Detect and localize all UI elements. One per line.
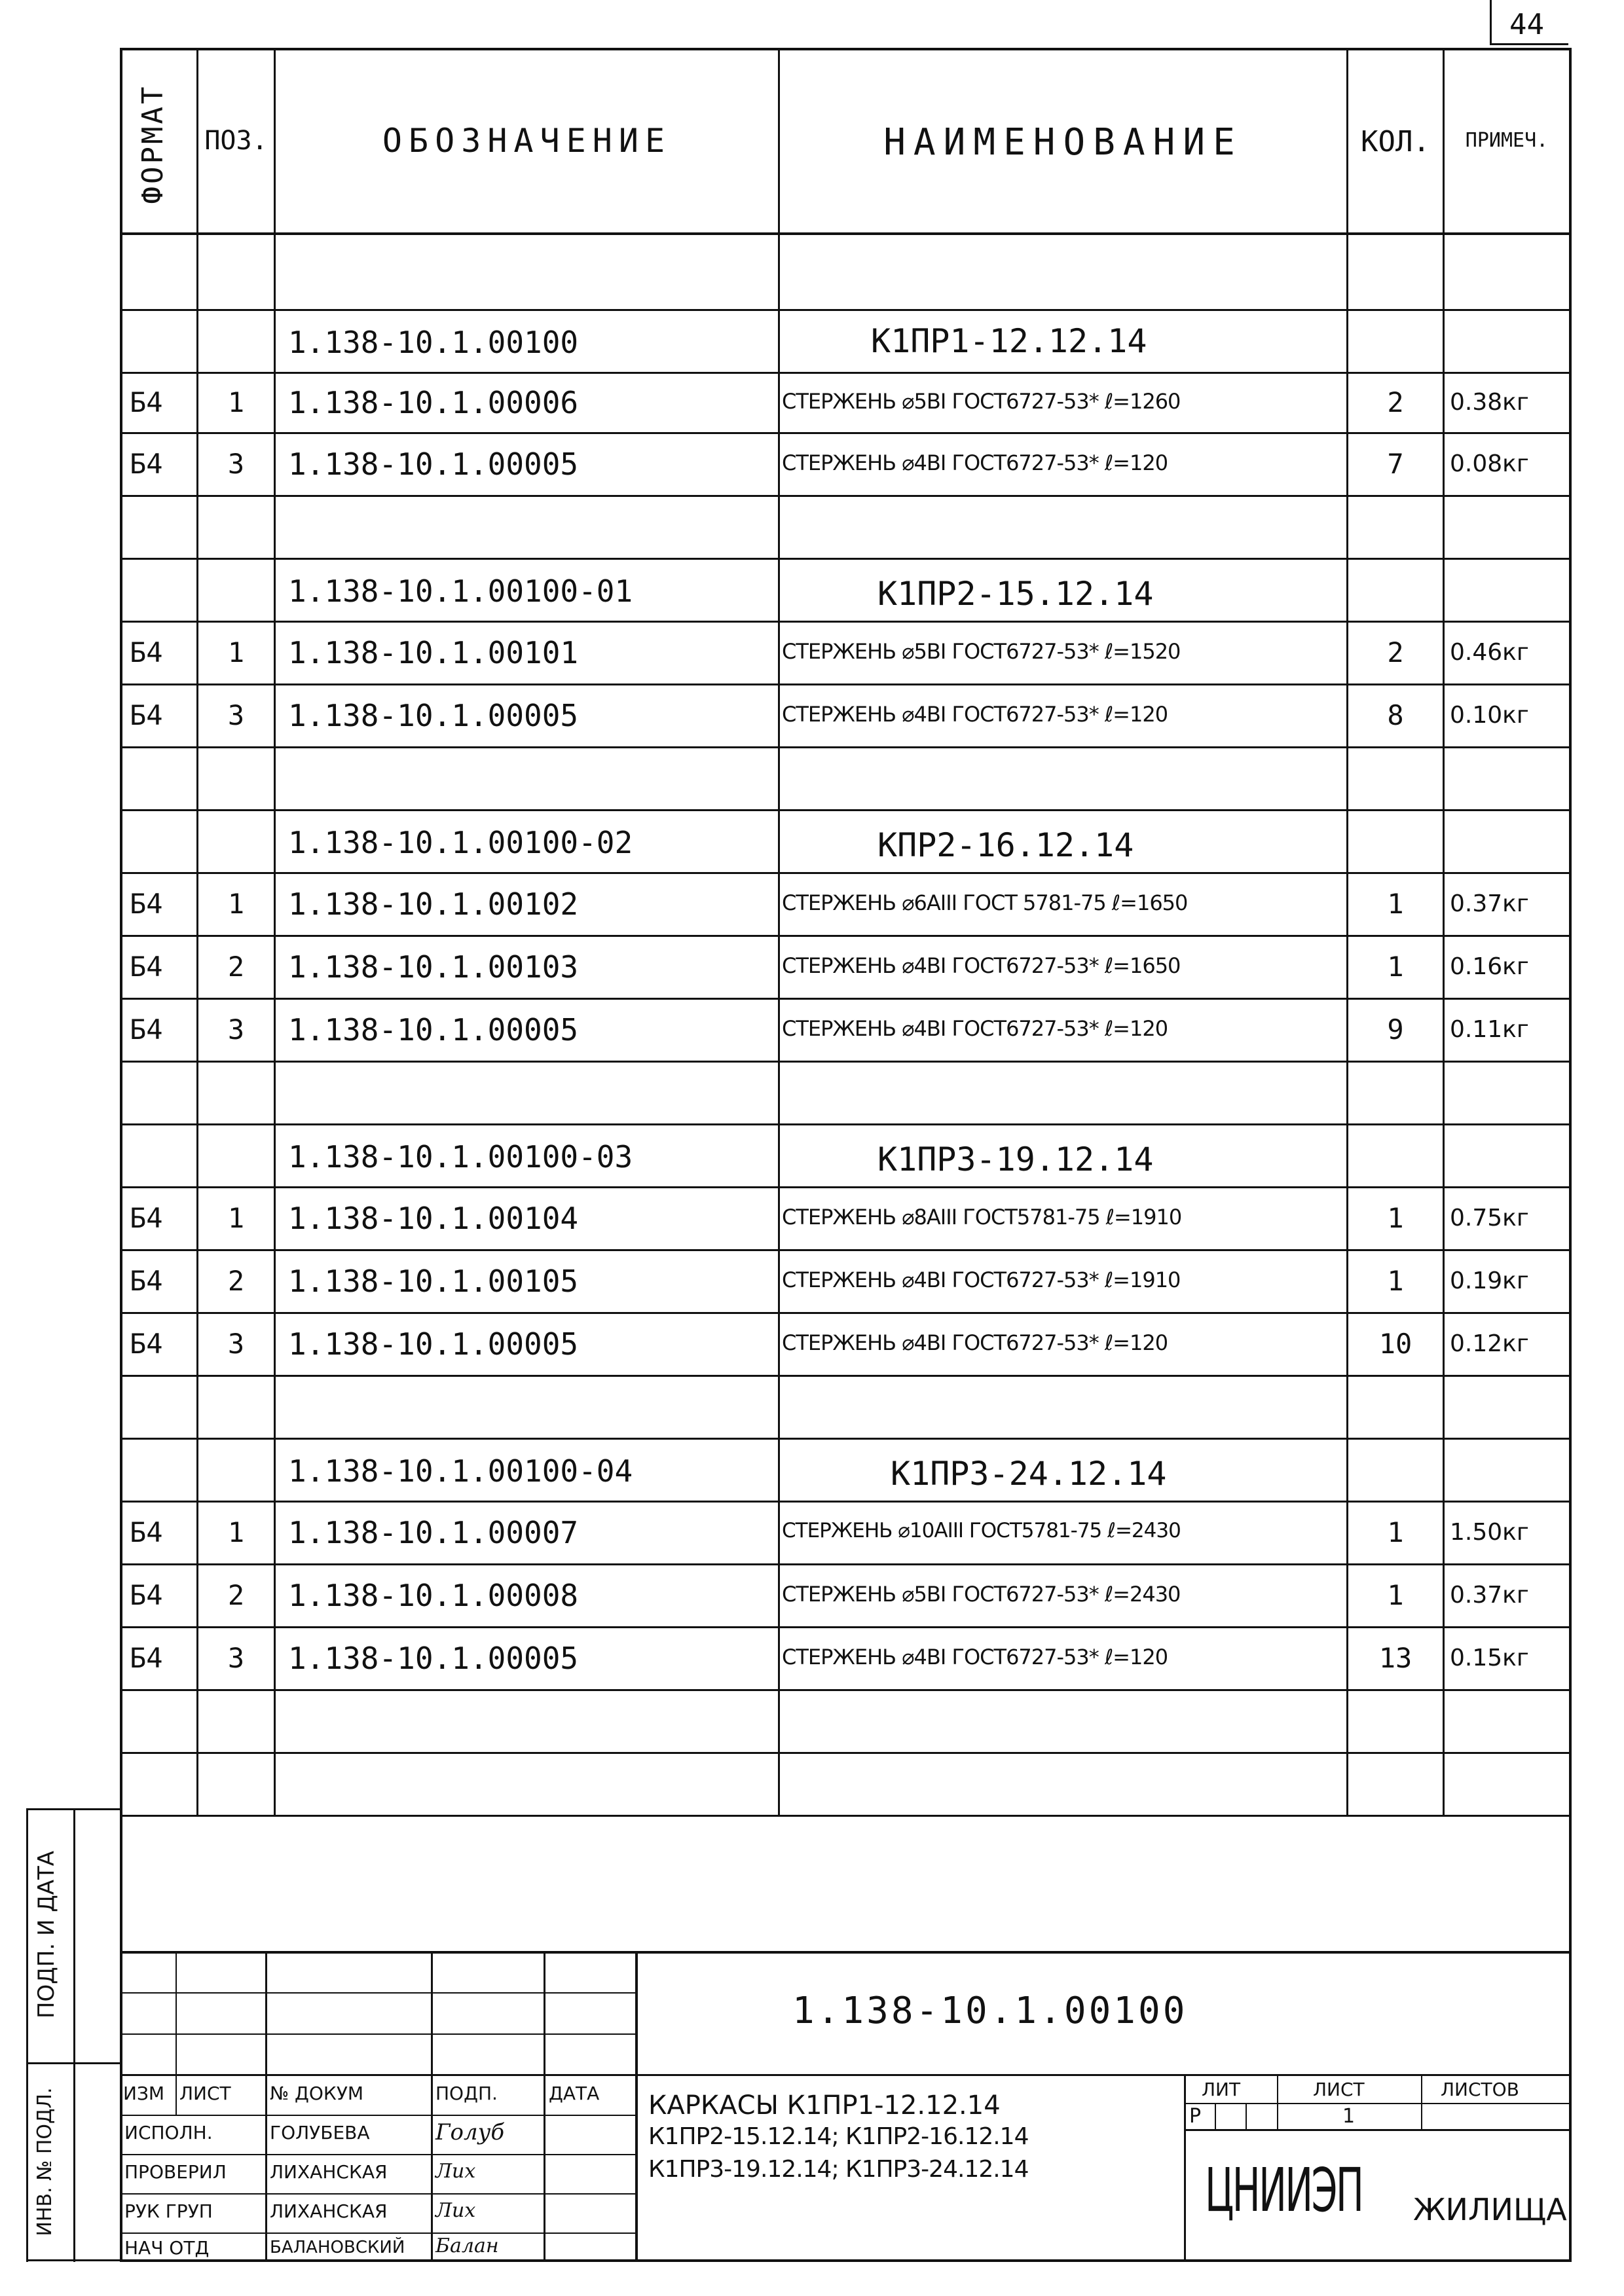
cell-format: Б4 [130,636,163,668]
tb-person: ЛИХАНСКАЯ [270,2161,388,2183]
tb-row-line [120,2154,635,2155]
tb-col-list: ЛИСТ [179,2083,231,2104]
tb-sheet-col [1421,2074,1422,2130]
col-line-5 [1443,48,1445,1815]
cell-qty: 2 [1387,386,1404,418]
side-strip-top [26,1808,122,1810]
cell-name: СТЕРЖЕНЬ ⌀4ВI ГОСТ6727-53* ℓ=120 [782,1016,1168,1041]
page-number-box-bottom [1490,43,1568,45]
cell-designation: 1.138-10.1.00101 [288,635,579,670]
header-divider [120,232,1572,235]
page-number-box-left [1490,0,1492,45]
frame-left [120,48,122,2262]
cell-qty: 1 [1387,1579,1404,1611]
row-line [120,621,1572,623]
cell-pos: 3 [227,448,245,480]
cell-qty: 7 [1387,448,1404,480]
cell-note: 1.50кг [1450,1519,1529,1546]
cell-name: СТЕРЖЕНЬ ⌀4ВI ГОСТ6727-53* ℓ=120 [782,450,1168,475]
row-line [120,1249,1572,1251]
cell-name: СТЕРЖЕНЬ ⌀5ВI ГОСТ6727-53* ℓ=1260 [782,389,1181,414]
cell-designation: 1.138-10.1.00007 [288,1515,579,1550]
row-line [120,1501,1572,1503]
tb-sheet-label: ЛИСТ [1313,2079,1365,2100]
cell-pos: 2 [227,1265,245,1297]
cell-pos: 1 [227,1202,245,1234]
cell-format: Б4 [130,888,163,920]
cell-pos: 3 [227,1328,245,1360]
cell-note: 0.37кг [1450,1582,1529,1609]
tb-row-line [120,2074,635,2076]
side-strip-line-outer [26,1808,28,2262]
row-line [120,1312,1572,1314]
tb-col-doc: № ДОКУМ [270,2083,364,2104]
cell-qty: 1 [1387,1516,1404,1548]
frame-top [120,48,1572,50]
tb-col-date: ДАТА [549,2083,600,2104]
cell-qty: 13 [1378,1642,1412,1674]
cell-format: Б4 [130,1265,163,1297]
tb-title-line-1: КАРКАСЫ К1ПР1-12.12.14 [648,2090,1001,2121]
row-line [120,746,1572,748]
cell-note: 0.08кг [1450,450,1529,477]
side-label-sign-date: ПОДП. И ДАТА [33,1850,60,2019]
tb-row-line [120,2193,635,2195]
tb-col-line [175,1951,177,2115]
tb-row-line [120,2115,635,2116]
cell-pos: 2 [227,951,245,983]
cell-format: Б4 [130,699,163,731]
cell-name: СТЕРЖЕНЬ ⌀8АIII ГОСТ5781-75 ℓ=1910 [782,1205,1182,1230]
cell-note: 0.46кг [1450,639,1529,666]
row-line [120,1186,1572,1188]
cell-name: СТЕРЖЕНЬ ⌀4ВI ГОСТ6727-53* ℓ=120 [782,1330,1168,1355]
tb-org-main: ЦНИИЭП [1205,2155,1363,2225]
tb-lit-value: Р [1189,2105,1202,2128]
tb-sheet-value: 1 [1342,2105,1356,2128]
cell-note: 0.16кг [1450,953,1529,980]
tb-signature: Голуб [435,2119,505,2145]
cell-pos: 3 [227,1642,245,1674]
cell-format: Б4 [130,1516,163,1548]
cell-qty: 1 [1387,951,1404,983]
group-name: К1ПР3-24.12.14 [891,1455,1167,1493]
row-line [120,309,1572,311]
col-line-1 [196,48,198,1815]
cell-pos: 1 [227,636,245,668]
cell-note: 0.10кг [1450,702,1529,729]
cell-designation: 1.138-10.1.00005 [288,1012,579,1048]
frame-bottom [120,2259,1572,2262]
cell-pos: 1 [227,386,245,418]
tb-lit-header-line [1184,2103,1572,2104]
row-line [120,872,1572,874]
cell-pos: 1 [227,888,245,920]
cell-qty: 1 [1387,1202,1404,1234]
row-line [120,809,1572,811]
row-line [120,1375,1572,1377]
cell-note: 0.12кг [1450,1330,1529,1357]
cell-designation: 1.138-10.1.00005 [288,1641,579,1676]
cell-designation: 1.138-10.1.00103 [288,949,579,985]
group-designation: 1.138-10.1.00100-02 [288,825,633,860]
page-number: 44 [1509,8,1544,41]
group-name: К1ПР2-15.12.14 [877,575,1154,613]
tb-col-sign: ПОДП. [435,2083,498,2104]
cell-qty: 9 [1387,1013,1404,1046]
cell-name: СТЕРЖЕНЬ ⌀5ВI ГОСТ6727-53* ℓ=1520 [782,639,1181,664]
header-name: НАИМЕНОВАНИЕ [883,121,1243,164]
cell-format: Б4 [130,1013,163,1046]
side-strip-bottom [26,2259,122,2261]
side-strip-divider [26,2062,122,2064]
group-designation: 1.138-10.1.00100-04 [288,1453,633,1489]
tb-lit-col [1277,2074,1278,2130]
col-line-2 [274,48,276,1815]
tb-signature: Лих [435,2160,476,2183]
cell-name: СТЕРЖЕНЬ ⌀4ВI ГОСТ6727-53* ℓ=1650 [782,953,1181,978]
col-line-3 [778,48,780,1815]
cell-designation: 1.138-10.1.00006 [288,385,579,420]
group-name: КПР2-16.12.14 [877,826,1134,864]
cell-designation: 1.138-10.1.00008 [288,1578,579,1613]
tb-person: БАЛАНОВСКИЙ [270,2238,405,2257]
cell-note: 0.15кг [1450,1645,1529,1671]
cell-name: СТЕРЖЕНЬ ⌀5ВI ГОСТ6727-53* ℓ=2430 [782,1582,1181,1607]
cell-designation: 1.138-10.1.00104 [288,1201,579,1236]
row-line [120,495,1572,497]
tb-lit-value-line [1184,2129,1572,2131]
row-line [120,683,1572,685]
header-format: ФОРМАТ [136,84,170,204]
cell-format: Б4 [130,1579,163,1611]
cell-pos: 3 [227,699,245,731]
title-block-divider [635,1951,638,2262]
cell-qty: 2 [1387,636,1404,668]
tb-role: НАЧ ОТД [124,2237,210,2259]
tb-lit-sub-col [1215,2103,1216,2130]
tb-col-line [431,1951,433,2262]
side-label-inv-no: ИНВ. № ПОДЛ. [33,2087,56,2236]
cell-designation: 1.138-10.1.00005 [288,446,579,482]
tb-lit-label: ЛИТ [1202,2079,1241,2100]
tb-lit-sub-col [1246,2103,1247,2130]
cell-note: 0.37кг [1450,890,1529,917]
tb-row-line [120,2033,635,2035]
row-line [120,372,1572,374]
cell-format: Б4 [130,386,163,418]
tb-org-sub: ЖИЛИЩА [1413,2192,1567,2227]
tb-title-line-3: К1ПР3-19.12.14; К1ПР3-24.12.14 [648,2156,1029,2183]
col-line-4 [1346,48,1348,1815]
header-designation: ОБОЗНАЧЕНИЕ [382,122,672,160]
row-line [120,558,1572,560]
row-line [120,998,1572,1000]
header-note: ПРИМЕЧ. [1465,129,1549,152]
group-name: К1ПР1-12.12.14 [871,322,1147,360]
tb-doc-code: 1.138-10.1.00100 [792,1990,1188,2032]
row-line [120,1815,1572,1817]
cell-designation: 1.138-10.1.00005 [288,1326,579,1362]
group-designation: 1.138-10.1.00100-03 [288,1139,633,1175]
row-line [120,935,1572,937]
tb-person: ЛИХАНСКАЯ [270,2200,388,2222]
cell-format: Б4 [130,1642,163,1674]
tb-person: ГОЛУБЕВА [270,2122,370,2143]
cell-format: Б4 [130,951,163,983]
tb-role: ПРОВЕРИЛ [124,2161,227,2183]
row-line [120,1626,1572,1628]
cell-note: 0.11кг [1450,1016,1529,1043]
tb-col-line [265,1951,267,2262]
cell-format: Б4 [130,448,163,480]
header-qty: КОЛ. [1361,125,1430,158]
cell-note: 0.38кг [1450,389,1529,416]
cell-pos: 2 [227,1579,245,1611]
row-line [120,432,1572,434]
cell-designation: 1.138-10.1.00105 [288,1264,579,1299]
cell-name: СТЕРЖЕНЬ ⌀6АIII ГОСТ 5781-75 ℓ=1650 [782,890,1188,915]
tb-col-izm: ИЗМ [123,2083,165,2104]
tb-row-line [120,2232,635,2234]
cell-format: Б4 [130,1328,163,1360]
tb-signature: Лих [435,2199,476,2222]
cell-designation: 1.138-10.1.00102 [288,886,579,922]
tb-role: РУК ГРУП [124,2200,213,2222]
header-pos: ПОЗ. [204,126,268,156]
cell-name: СТЕРЖЕНЬ ⌀4ВI ГОСТ6727-53* ℓ=1910 [782,1267,1181,1292]
row-line [120,1752,1572,1754]
row-line [120,1689,1572,1691]
row-line [120,1438,1572,1440]
cell-qty: 10 [1378,1328,1412,1360]
cell-note: 0.75кг [1450,1205,1529,1231]
tb-row-line [120,1992,635,1994]
cell-qty: 1 [1387,888,1404,920]
cell-designation: 1.138-10.1.00005 [288,698,579,733]
tb-role: ИСПОЛН. [124,2122,213,2143]
tb-signature: Балан [435,2234,499,2257]
cell-name: СТЕРЖЕНЬ ⌀4ВI ГОСТ6727-53* ℓ=120 [782,1645,1168,1669]
side-strip-line-inner [73,1808,75,2262]
tb-code-divider [638,2074,1572,2076]
row-line [120,1123,1572,1125]
cell-name: СТЕРЖЕНЬ ⌀4ВI ГОСТ6727-53* ℓ=120 [782,702,1168,727]
title-block-top [120,1951,1572,1954]
group-designation: 1.138-10.1.00100-01 [288,574,633,609]
tb-title-line-2: К1ПР2-15.12.14; К1ПР2-16.12.14 [648,2123,1029,2150]
cell-pos: 3 [227,1013,245,1046]
group-designation: 1.138-10.1.00100 [288,325,579,360]
cell-qty: 8 [1387,699,1404,731]
cell-name: СТЕРЖЕНЬ ⌀10АIII ГОСТ5781-75 ℓ=2430 [782,1519,1181,1542]
cell-format: Б4 [130,1202,163,1234]
cell-qty: 1 [1387,1265,1404,1297]
row-line [120,1061,1572,1063]
group-name: К1ПР3-19.12.14 [877,1140,1154,1178]
tb-sheets-label: ЛИСТОВ [1441,2079,1519,2100]
tb-col-line [544,1951,545,2262]
frame-right [1569,48,1572,2262]
row-line [120,1563,1572,1565]
cell-pos: 1 [227,1516,245,1548]
cell-note: 0.19кг [1450,1267,1529,1294]
